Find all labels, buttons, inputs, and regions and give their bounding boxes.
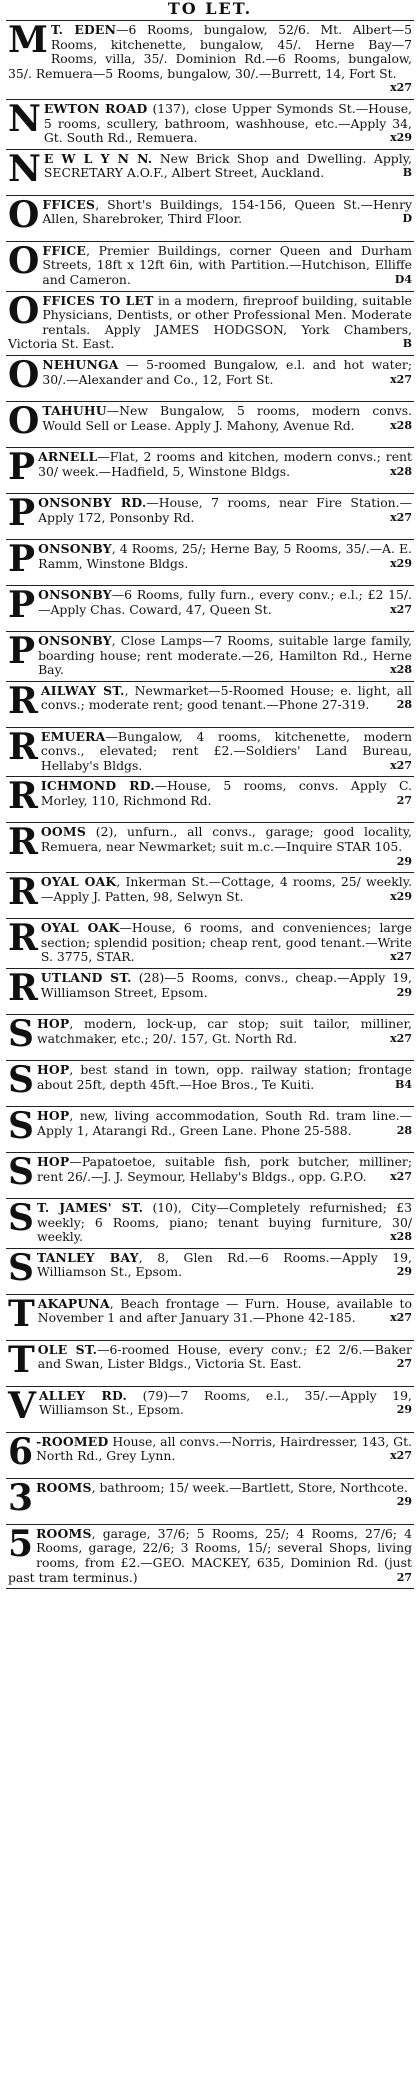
ad-reference-code: x29	[390, 556, 412, 570]
ad-headline: AKAPUNA	[37, 1295, 110, 1311]
classified-ad	[6, 1430, 414, 1478]
ad-headline: -ROOMED	[36, 1433, 109, 1449]
ad-headline: OOMS	[40, 824, 86, 840]
ad-reference-code: x29	[390, 889, 412, 903]
ad-reference-code: 29	[396, 1265, 412, 1279]
drop-cap-letter: V	[8, 1384, 36, 1427]
ad-headline: HOP	[37, 1016, 70, 1032]
classified-ad	[6, 1522, 414, 1588]
classified-ad	[6, 239, 414, 291]
drop-cap-letter: S	[8, 1013, 34, 1056]
ad-headline: T. JAMES' ST.	[37, 1200, 144, 1216]
ads-list	[6, 21, 414, 1589]
ad-headline: OYAL OAK	[40, 920, 120, 936]
ad-headline: OLE ST.	[37, 1341, 98, 1357]
drop-cap-letter: O	[8, 193, 40, 236]
drop-cap-letter: S	[8, 1059, 34, 1102]
classified-ad	[6, 353, 414, 401]
ad-reference-code: x27	[390, 81, 412, 95]
ad-body-text: , Premier Buildings, corner Queen and Durham Streets, 18ft x 12ft 6in, with Partition.—Hutchison, Elliffe and Cameron.	[42, 242, 412, 287]
drop-cap-letter: S	[8, 1105, 34, 1148]
ad-headline: ALLEY RD.	[38, 1387, 127, 1403]
ad-headline: ONSONBY RD.	[38, 494, 147, 510]
drop-cap-letter: S	[8, 1197, 34, 1240]
drop-cap-letter: 3	[8, 1476, 34, 1519]
ad-body-text: , 4 Rooms, 25/; Herne Bay, 5 Rooms, 35/.—A. E. Ramm, Winstone Bldgs.	[38, 540, 412, 571]
ad-reference-code: D	[402, 212, 412, 226]
classified-ad	[6, 823, 414, 872]
ad-reference-code: x28	[390, 464, 412, 478]
ad-headline: EMUERA	[40, 728, 106, 744]
classified-ad	[6, 445, 414, 493]
drop-cap-letter: P	[8, 629, 36, 672]
classified-ad	[6, 1292, 414, 1340]
ad-headline: FFICE	[42, 242, 87, 258]
ad-headline: ONSONBY	[38, 586, 112, 602]
classified-ad	[6, 679, 414, 727]
ad-reference-code: x28	[390, 663, 412, 677]
ad-headline: ARNELL	[38, 448, 98, 464]
classified-ad	[6, 583, 414, 631]
classified-ad	[6, 777, 414, 822]
ad-reference-code: x27	[390, 510, 412, 524]
ad-reference-code: x27	[390, 602, 412, 616]
ad-body-text: in a modern, fireproof building, suitable Physicians, Dentists, or other Professional Men. Moderate rentals. Apply JAMES HODGSON, York Chambers, Victoria St. East.	[8, 292, 412, 352]
ad-body-text: —House, 5 rooms, convs. Apply C. Morley, 110, Richmond Rd.	[40, 778, 412, 809]
ad-body-text: , modern, lock-up, car stop; suit tailor, milliner, watchmaker, etc.; 20/. 157, Gt. North Rd.	[37, 1016, 412, 1046]
ad-body-text: —New Bungalow, 5 rooms, modern convs. Would Sell or Lease. Apply J. Mahony, Avenue Rd.	[42, 402, 412, 433]
ad-headline: FFICES	[42, 196, 96, 212]
ad-reference-code: x27	[390, 1311, 412, 1325]
ad-body-text: New Brick Shop and Dwelling. Apply, SECRETARY A.O.F., Albert Street, Auckland.	[43, 150, 412, 181]
drop-cap-letter: R	[8, 679, 38, 722]
classified-ad	[6, 1384, 414, 1432]
ad-body-text: —House, 6 rooms, and conveniences; large section; splendid position; cheap rent, good tenant.—Write S. 3775, STAR.	[40, 920, 413, 965]
drop-cap-letter: P	[8, 583, 36, 626]
ad-body-text: , Beach frontage — Furn. House, available to November 1 and after January 31.—Phone 42-185.	[37, 1295, 412, 1326]
ad-body-text: —House, 7 rooms, near Fire Station.—Apply 172, Ponsonby Rd.	[38, 494, 412, 525]
ad-reference-code: x27	[390, 950, 412, 964]
classified-ad	[6, 1153, 414, 1198]
drop-cap-letter: S	[8, 1246, 34, 1289]
ad-reference-code: B4	[395, 1077, 412, 1091]
classified-ad	[6, 193, 414, 241]
ad-headline: ICHMOND RD.	[40, 778, 155, 794]
ad-separator-rule	[6, 1588, 414, 1589]
section-heading: TO LET.	[167, 0, 253, 18]
ad-headline: TANLEY BAY	[37, 1249, 139, 1265]
classified-ad	[6, 1338, 414, 1386]
ad-body-text: —Bungalow, 4 rooms, kitchenette, modern convs., elevated; rent £2.—Soldiers' Land Bureau, Hellaby's Bldgs.	[40, 728, 412, 773]
ad-reference-code: x28	[390, 418, 412, 432]
drop-cap-letter: R	[8, 821, 38, 864]
classified-ad	[6, 537, 414, 585]
classified-ad	[6, 289, 414, 355]
drop-cap-letter: R	[8, 775, 38, 818]
ad-headline: ROOMS	[36, 1479, 92, 1495]
ad-reference-code: x29	[390, 131, 412, 145]
ad-headline: EWTON ROAD	[43, 100, 148, 116]
ad-reference-code: x27	[390, 1031, 412, 1045]
ad-reference-code: 29	[396, 985, 412, 999]
drop-cap-letter: O	[8, 239, 40, 282]
classified-ad	[6, 629, 414, 681]
ad-headline: NEHUNGA	[42, 356, 119, 372]
ad-body-text: (10), City—Completely refurnished; £3 weekly; 6 Rooms, piano; tenant buying furniture, 30/ weekly.	[37, 1200, 412, 1245]
drop-cap-letter: 6	[8, 1430, 34, 1473]
ad-headline: HOP	[37, 1108, 70, 1124]
drop-cap-letter: P	[8, 445, 36, 488]
ad-headline: UTLAND ST.	[40, 970, 132, 986]
ad-reference-code: x27	[390, 372, 412, 386]
drop-cap-letter: S	[8, 1151, 34, 1194]
classified-ad	[6, 399, 414, 447]
ad-reference-code: 28	[396, 1123, 412, 1137]
ad-reference-code: 27	[396, 1357, 412, 1371]
ad-body-text: , Inkerman St.—Cottage, 4 rooms, 25/ weekly.—Apply J. Patten, 98, Selwyn St.	[40, 874, 413, 904]
ad-body-text: , Short's Buildings, 154-156, Queen St.—Henry Allen, Sharebroker, Third Floor.	[42, 196, 412, 227]
classified-ad	[6, 1061, 414, 1106]
ad-body-text: House, all convs.—Norris, Hairdresser, 143, Gt. North Rd., Grey Lynn.	[36, 1433, 412, 1464]
ad-reference-code: D4	[394, 272, 412, 286]
drop-cap-letter: T	[8, 1292, 35, 1335]
ad-headline: ROOMS	[36, 1525, 92, 1541]
drop-cap-letter: R	[8, 725, 38, 768]
ad-reference-code: B	[402, 337, 412, 351]
classified-ad	[6, 491, 414, 539]
ad-body-text: (28)—5 Rooms, convs., cheap.—Apply 19, Williamson Street, Epsom.	[40, 970, 412, 1000]
ad-reference-code: 28	[396, 698, 412, 712]
ad-headline: ONSONBY	[38, 540, 112, 556]
ad-body-text: , best stand in town, opp. railway station; frontage about 25ft, depth 45ft.—Hoe Bros., Te Kuiti.	[37, 1062, 412, 1092]
ad-reference-code: 27	[396, 1570, 412, 1584]
ad-reference-code: 27	[396, 794, 412, 808]
ad-headline: FFICES TO LET	[42, 292, 154, 308]
ad-headline: TAHUHU	[42, 402, 107, 418]
drop-cap-letter: P	[8, 537, 36, 580]
ad-body-text: — 5-roomed Bungalow, e.l. and hot water; 30/.—Alexander and Co., 12, Fort St.	[42, 356, 412, 387]
classified-ad	[6, 1015, 414, 1060]
classified-ad	[6, 873, 414, 918]
classified-ad	[6, 1199, 414, 1248]
ad-reference-code: 29	[396, 1495, 412, 1509]
ad-headline: ONSONBY	[38, 632, 112, 648]
ad-reference-code: x27	[390, 758, 412, 772]
ad-reference-code: x27	[390, 1169, 412, 1183]
drop-cap-letter: N	[8, 147, 41, 190]
ad-body-text: —Flat, 2 rooms and kitchen, modern convs.; rent 30/ week.—Hadfield, 5, Winstone Bldgs.	[38, 448, 412, 479]
ad-body-text: (2), unfurn., all convs., garage; good locality, Remuera, near Newmarket; suit m.c.—Inquire STAR 105.	[40, 824, 412, 855]
ad-headline: HOP	[37, 1062, 70, 1078]
classified-ad	[6, 147, 414, 195]
drop-cap-letter: T	[8, 1338, 35, 1381]
ad-body-text: , new, living accommodation, South Rd. tram line.—Apply 1, Atarangi Rd., Green Lane. Phone 25-588.	[37, 1108, 412, 1138]
ad-body-text: (79)—7 Rooms, e.l., 35/.—Apply 19, Williamson St., Epsom.	[38, 1387, 412, 1418]
drop-cap-letter: R	[8, 967, 38, 1010]
classified-ad	[6, 969, 414, 1014]
ad-body-text: , Close Lamps—7 Rooms, suitable large family, boarding house; rent moderate.—26, Hamilton Rd., Herne Bay.	[38, 632, 412, 678]
ad-body-text: , Newmarket—5-Roomed House; e. light, all convs.; moderate rent; good tenant.—Phone 27-319.	[40, 682, 412, 713]
classified-ad	[6, 21, 414, 99]
ad-headline: OYAL OAK	[40, 874, 117, 890]
drop-cap-letter: R	[8, 917, 38, 960]
drop-cap-letter: O	[8, 289, 40, 332]
classified-ad	[6, 1246, 414, 1294]
ad-headline: E W L Y N N.	[43, 150, 153, 166]
ad-body-text: —6 Rooms, bungalow, 52/6. Mt. Albert—5 Rooms, kitchenette, bungalow, 45/. Herne Bay—7 Rooms, villa, 35/. Dominion Rd.—6 Rooms, bungalow, 35/. Remuera—5 Rooms, bungalow, 30/.—Burrett, 14, Fort St.	[8, 22, 412, 81]
ad-reference-code: 29	[396, 1403, 412, 1417]
ad-reference-code: 29	[396, 854, 412, 868]
ad-headline: AILWAY ST.	[40, 682, 125, 698]
ad-headline: T. EDEN	[50, 22, 117, 37]
ad-reference-code: x28	[390, 1230, 412, 1244]
ad-body-text: , bathroom; 15/ week.—Bartlett, Store, Northcote.	[91, 1479, 408, 1495]
drop-cap-letter: N	[8, 97, 41, 140]
classified-ad	[6, 919, 414, 968]
drop-cap-letter: P	[8, 491, 36, 534]
ad-body-text: , 8, Glen Rd.—6 Rooms.—Apply 19, Williamson St., Epsom.	[37, 1249, 412, 1280]
drop-cap-letter: 5	[8, 1522, 34, 1565]
ad-body-text: (137), close Upper Symonds St.—House, 5 rooms, scullery, bathroom, washhouse, etc.—Apply 34, Gt. South Rd., Remuera.	[43, 100, 412, 146]
ad-reference-code: B	[402, 166, 412, 180]
ad-headline: HOP	[37, 1154, 70, 1170]
ad-reference-code: x27	[390, 1449, 412, 1463]
classified-ad	[6, 1107, 414, 1152]
ad-body-text: —6-roomed House, every conv.; £2 2/6.—Baker and Swan, Lister Bldgs., Victoria St. East.	[37, 1341, 412, 1372]
drop-cap-letter: M	[8, 19, 48, 61]
classified-ad	[6, 97, 414, 149]
classified-ad	[6, 1476, 414, 1524]
drop-cap-letter: O	[8, 353, 40, 396]
drop-cap-letter: R	[8, 871, 38, 914]
drop-cap-letter: O	[8, 399, 40, 442]
ad-body-text: , garage, 37/6; 5 Rooms, 25/; 4 Rooms, 27/6; 4 Rooms, garage, 22/6; 3 Rooms, 15/; several Shops, living rooms, from £2.—GEO. MACKEY, 635, Dominion Rd. (just past tram terminus.)	[8, 1525, 412, 1585]
ad-body-text: —Papatoetoe, suitable fish, pork butcher, milliner; rent 26/.—J. J. Seymour, Hellaby's Bldgs., opp. G.P.O.	[37, 1154, 412, 1184]
classified-ad	[6, 725, 414, 777]
ad-body-text: —6 Rooms, fully furn., every conv.; e.l.; £2 15/.—Apply Chas. Coward, 47, Queen St.	[38, 586, 412, 617]
